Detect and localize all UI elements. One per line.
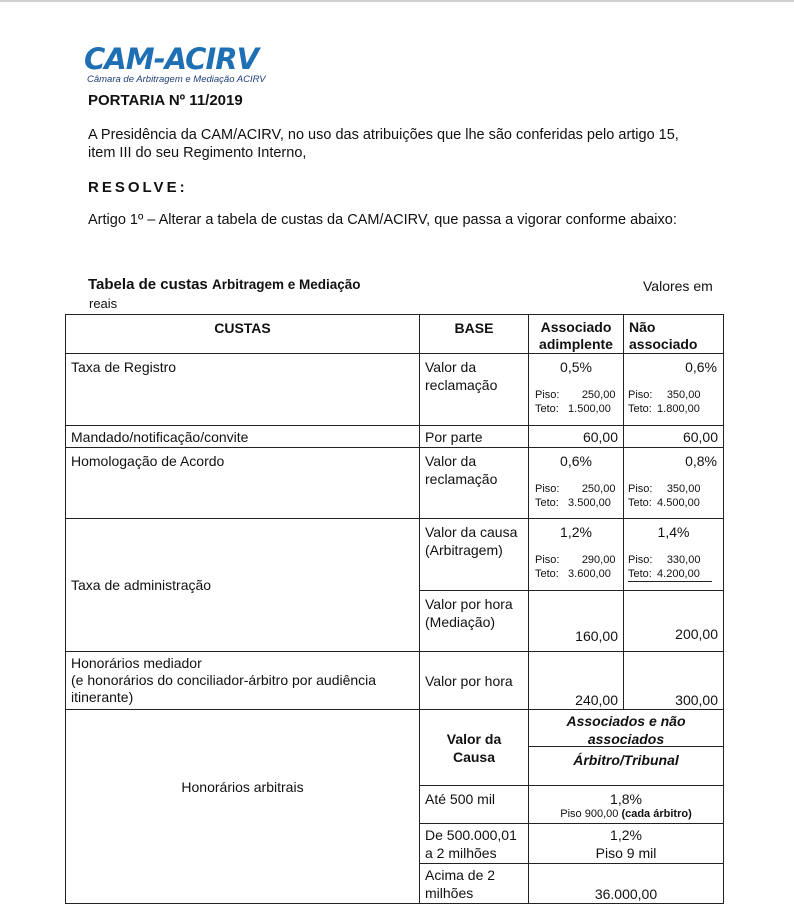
table-row-honorarios-mediador xyxy=(66,652,724,710)
row-base: Valor por hora xyxy=(425,672,513,689)
nao-teto: Teto: 1.800,00 xyxy=(628,403,700,415)
assoc-teto: Teto: 3.500,00 xyxy=(535,497,611,509)
assoc-cell: 0,6% Piso: 250,00 Teto: 3.500,00 xyxy=(529,448,624,519)
nao-cell: 1,4% Piso: 330,00 Teto: 4.200,00 xyxy=(624,519,724,591)
header-base: BASE xyxy=(420,315,529,354)
row-base: Valor da causa (Arbitragem) xyxy=(425,524,518,558)
row-base: Valor da reclamação xyxy=(425,359,498,393)
arbitrais-assoc-head: Associados e não associados xyxy=(529,710,723,747)
nao-teto: Teto: 4.500,00 xyxy=(628,497,700,509)
assoc-value: 160,00 xyxy=(575,628,618,644)
cam-acirv-logo xyxy=(84,44,284,88)
portaria-title: PORTARIA Nº 11/2019 xyxy=(88,92,243,109)
table-row-mandado xyxy=(66,426,724,448)
table-title-sub: Arbitragem e Mediação xyxy=(211,277,361,292)
intro-line-2: item III do seu Regimento Interno, xyxy=(88,145,307,161)
table-row-taxa-registro xyxy=(66,354,724,426)
header-associado: Associado adimplente xyxy=(529,315,624,354)
assoc-piso: Piso: 250,00 xyxy=(535,483,616,495)
table-row-honorarios-arbitrais-head xyxy=(66,710,724,786)
row-label: Honorários arbitrais xyxy=(181,778,304,795)
tier-pct: 1,2% Piso 9 mil xyxy=(595,827,657,861)
assoc-piso: Piso: 250,00 xyxy=(535,389,616,401)
table-header-row xyxy=(66,315,724,354)
resolve-heading: RESOLVE: xyxy=(88,179,188,196)
arbitrais-arbitro-head: Árbitro/Tribunal xyxy=(573,752,679,768)
assoc-teto: Teto: 1.500,00 xyxy=(535,403,611,415)
row-label: Taxa de Registro xyxy=(71,359,177,375)
tier-base: Até 500 mil xyxy=(425,791,496,807)
page-top-edge xyxy=(0,0,794,2)
tier-base: De 500.000,01 a 2 milhões xyxy=(425,827,517,861)
nao-piso: Piso: 350,00 xyxy=(628,483,701,495)
nao-value: 60,00 xyxy=(682,429,718,445)
assoc-cell: 1,2% Piso: 290,00 Teto: 3.600,00 xyxy=(529,519,624,591)
assoc-value: 240,00 xyxy=(575,692,618,708)
nao-cell: 0,6% Piso: 350,00 Teto: 1.800,00 xyxy=(624,354,724,426)
costs-table xyxy=(65,314,724,904)
artigo-1: Artigo 1º – Alterar a tabela de custas da CAM/ACIRV, que passa a vigorar conforme abaixo: xyxy=(88,212,677,228)
header-custas: CUSTAS xyxy=(66,315,420,354)
table-title xyxy=(88,276,361,293)
tier-pct: 1,8% xyxy=(610,791,642,807)
table-row-homologacao xyxy=(66,448,724,519)
assoc-value: 60,00 xyxy=(582,429,618,445)
arbitrais-base-head: Valor da Causa xyxy=(446,730,502,765)
row-base: Valor por hora (Mediação) xyxy=(425,596,513,630)
logo-subtitle: Câmara de Arbitragem e Mediação ACIRV xyxy=(87,74,266,85)
nao-teto: Teto: 4.200,00 xyxy=(624,567,723,581)
table-title-main: Tabela de custas xyxy=(88,276,208,293)
table-row-administracao-arbitragem xyxy=(66,519,724,591)
assoc-cell: 0,5% Piso: 250,00 Teto: 1.500,00 xyxy=(529,354,624,426)
row-label: Honorários mediador (e honorários do conciliador-árbitro por audiência itinerante) xyxy=(71,655,377,705)
values-in-label: Valores em xyxy=(643,278,713,294)
assoc-piso: Piso: 290,00 xyxy=(535,554,616,566)
nao-piso: Piso: 350,00 xyxy=(628,389,701,401)
nao-value: 200,00 xyxy=(675,626,718,642)
values-currency-label: reais xyxy=(89,296,118,311)
row-base: Por parte xyxy=(425,429,483,445)
nao-cell: 0,8% Piso: 350,00 Teto: 4.500,00 xyxy=(624,448,724,519)
intro-paragraph xyxy=(88,126,728,162)
tier-base: Acima de 2 milhões xyxy=(425,867,496,901)
nao-piso: Piso: 330,00 xyxy=(628,554,701,566)
intro-line-1: A Presidência da CAM/ACIRV, no uso das atribuições que lhe são conferidas pelo artigo 15, xyxy=(88,127,679,143)
nao-value: 300,00 xyxy=(675,692,718,708)
tier-piso: Piso 900,00 (cada árbitro) xyxy=(560,808,692,820)
logo-mark: CAM-ACIRV xyxy=(84,42,259,76)
row-base: Valor da reclamação xyxy=(425,453,498,487)
assoc-teto: Teto: 3.600,00 xyxy=(535,568,611,580)
header-nao-associado: Não associado xyxy=(624,315,724,354)
row-label: Homologação de Acordo xyxy=(71,453,225,469)
tier-value: 36.000,00 xyxy=(594,886,658,902)
row-label: Mandado/notificação/convite xyxy=(71,429,249,445)
row-label: Taxa de administração xyxy=(71,577,212,593)
